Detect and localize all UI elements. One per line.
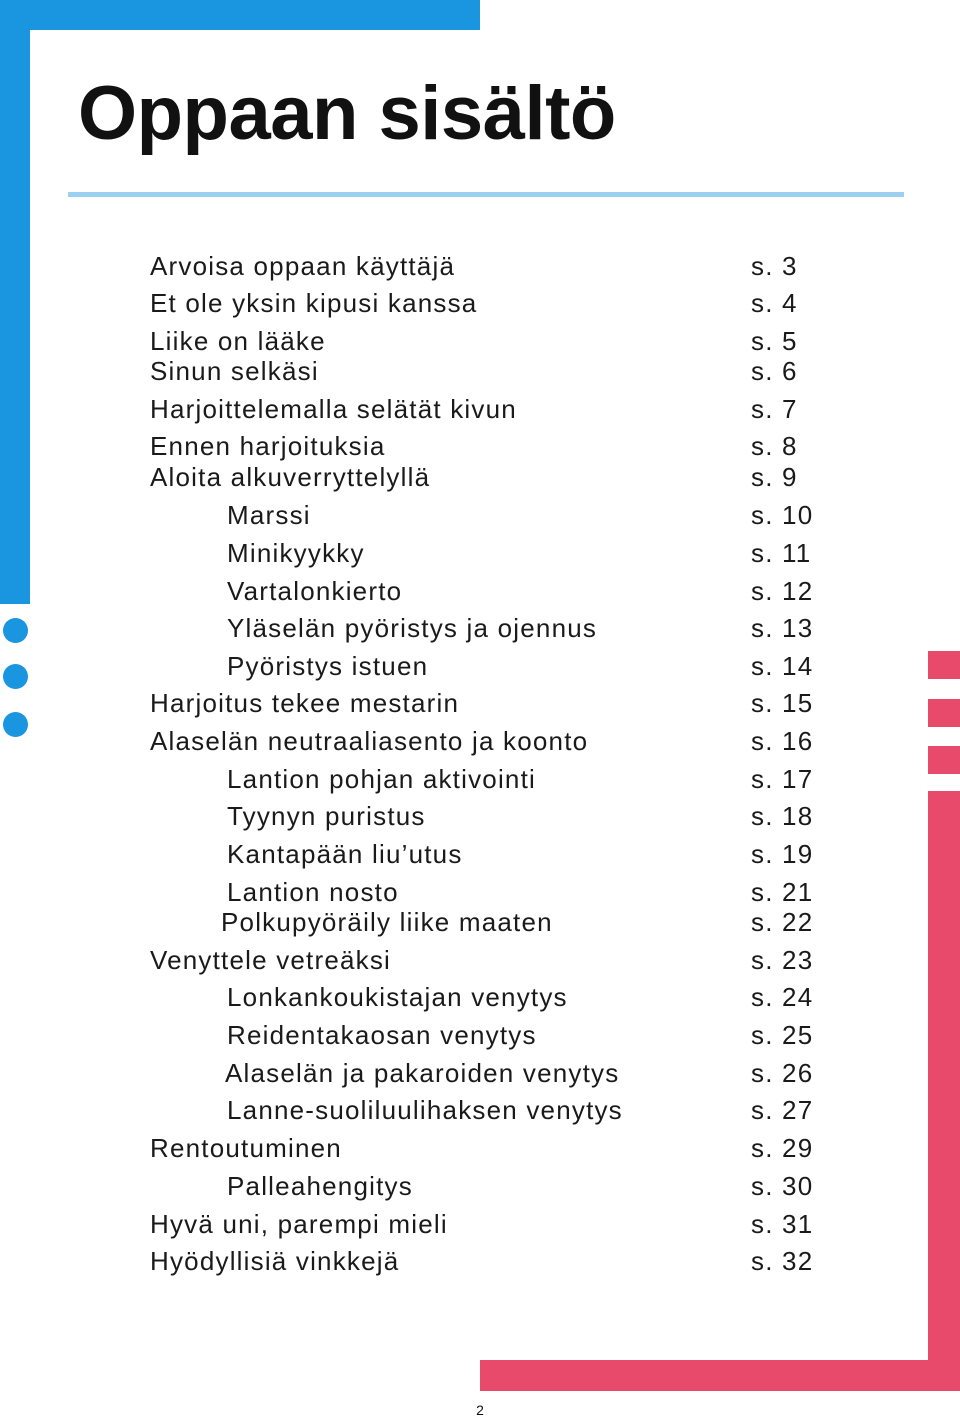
toc-entry-page: s. 21 <box>751 877 814 907</box>
toc-entry-title: Aloita alkuverryttelyllä <box>150 462 431 492</box>
toc-entry-title: Alaselän neutraaliasento ja koonto <box>150 726 589 756</box>
toc-entry <box>0 1244 960 1278</box>
toc-entry-title: Kantapään liu’utus <box>227 839 463 869</box>
toc-entry-title: Vartalonkierto <box>227 576 403 606</box>
toc-entry-page: s. 30 <box>751 1171 814 1201</box>
page-title: Oppaan sisältö <box>78 71 616 156</box>
toc-entry-page: s. 26 <box>751 1058 814 1088</box>
toc-entry <box>0 1093 960 1127</box>
toc-entry-title: Liike on lääke <box>150 326 326 356</box>
toc-entry-title: Rentoutuminen <box>150 1133 342 1163</box>
toc-entry-title: Marssi <box>227 500 311 530</box>
toc-entry <box>0 392 960 426</box>
toc-entry <box>0 354 960 388</box>
toc-entry-page: s. 10 <box>751 500 814 530</box>
toc-entry <box>0 875 960 909</box>
toc-entry <box>0 536 960 570</box>
toc-entry <box>0 1169 960 1203</box>
toc-entry-title: Tyynyn puristus <box>227 801 426 831</box>
toc-entry <box>0 498 960 532</box>
toc-entry-page: s. 7 <box>751 394 798 424</box>
toc-entry-page: s. 11 <box>751 538 812 568</box>
toc-entry <box>0 649 960 683</box>
toc-entry <box>0 762 960 796</box>
toc-entry-page: s. 17 <box>751 764 814 794</box>
toc-entry-page: s. 4 <box>751 288 798 318</box>
toc-entry <box>0 980 960 1014</box>
toc-entry <box>0 724 960 758</box>
toc-entry-page: s. 27 <box>751 1095 814 1125</box>
toc-entry-title: Lanne-suoliluulihaksen venytys <box>227 1095 623 1125</box>
toc-entry-page: s. 23 <box>751 945 814 975</box>
toc-entry-page: s. 3 <box>751 251 798 281</box>
toc-entry-title: Harjoitus tekee mestarin <box>150 688 460 718</box>
toc-entry <box>0 286 960 320</box>
toc-entry <box>0 611 960 645</box>
toc-entry-title: Minikyykky <box>227 538 365 568</box>
toc-entry-page: s. 13 <box>751 613 814 643</box>
toc-entry-title: Yläselän pyöristys ja ojennus <box>227 613 598 643</box>
toc-entry-page: s. 25 <box>751 1020 814 1050</box>
toc-entry-page: s. 29 <box>751 1133 814 1163</box>
toc-entry <box>0 574 960 608</box>
toc-entry-title: Palleahengitys <box>227 1171 413 1201</box>
toc-entry-title: Sinun selkäsi <box>150 356 319 386</box>
toc-entry <box>0 460 960 494</box>
toc-entry <box>0 1131 960 1165</box>
toc-entry-page: s. 24 <box>751 982 814 1012</box>
toc-entry-title: Et ole yksin kipusi kanssa <box>150 288 478 318</box>
toc-entry-title: Alaselän ja pakaroiden venytys <box>225 1058 620 1088</box>
toc-entry <box>0 686 960 720</box>
toc-entry-page: s. 14 <box>751 651 814 681</box>
toc-entry <box>0 429 960 463</box>
toc-entry <box>0 1056 960 1090</box>
toc-entry-title: Harjoittelemalla selätät kivun <box>150 394 517 424</box>
toc-entry-title: Arvoisa oppaan käyttäjä <box>150 251 456 281</box>
toc-entry-page: s. 32 <box>751 1246 814 1276</box>
toc-entry <box>0 943 960 977</box>
toc-entry-title: Lantion nosto <box>227 877 399 907</box>
toc-entry <box>0 249 960 283</box>
toc-entry-title: Hyödyllisiä vinkkejä <box>150 1246 400 1276</box>
toc-entry-page: s. 12 <box>751 576 814 606</box>
toc-entry <box>0 799 960 833</box>
toc-entry-title: Pyöristys istuen <box>227 651 429 681</box>
toc-entry-page: s. 6 <box>751 356 798 386</box>
toc-entry <box>0 905 960 939</box>
toc-entry <box>0 1207 960 1241</box>
toc-entry-title: Hyvä uni, parempi mieli <box>150 1209 448 1239</box>
toc-entry-page: s. 15 <box>751 688 814 718</box>
toc-entry <box>0 837 960 871</box>
toc-entry-title: Ennen harjoituksia <box>150 431 386 461</box>
toc-entry-page: s. 5 <box>751 326 798 356</box>
toc-entry-page: s. 18 <box>751 801 814 831</box>
toc-entry-title: Lantion pohjan aktivointi <box>227 764 536 794</box>
toc-entry-page: s. 19 <box>751 839 814 869</box>
toc-entry-page: s. 31 <box>751 1209 814 1239</box>
toc-entry-title: Reidentakaosan venytys <box>227 1020 537 1050</box>
page-number: 2 <box>476 1402 484 1418</box>
toc-entry-title: Lonkankoukistajan venytys <box>227 982 568 1012</box>
toc-entry <box>0 1018 960 1052</box>
toc-entry-title: Venyttele vetreäksi <box>150 945 392 975</box>
toc-entry-title: Polkupyöräily liike maaten <box>221 907 553 937</box>
toc-entry-page: s. 8 <box>751 431 798 461</box>
toc-entry-page: s. 22 <box>751 907 814 937</box>
toc-entry-page: s. 9 <box>751 462 798 492</box>
toc-entry <box>0 324 960 358</box>
toc-entry-page: s. 16 <box>751 726 814 756</box>
